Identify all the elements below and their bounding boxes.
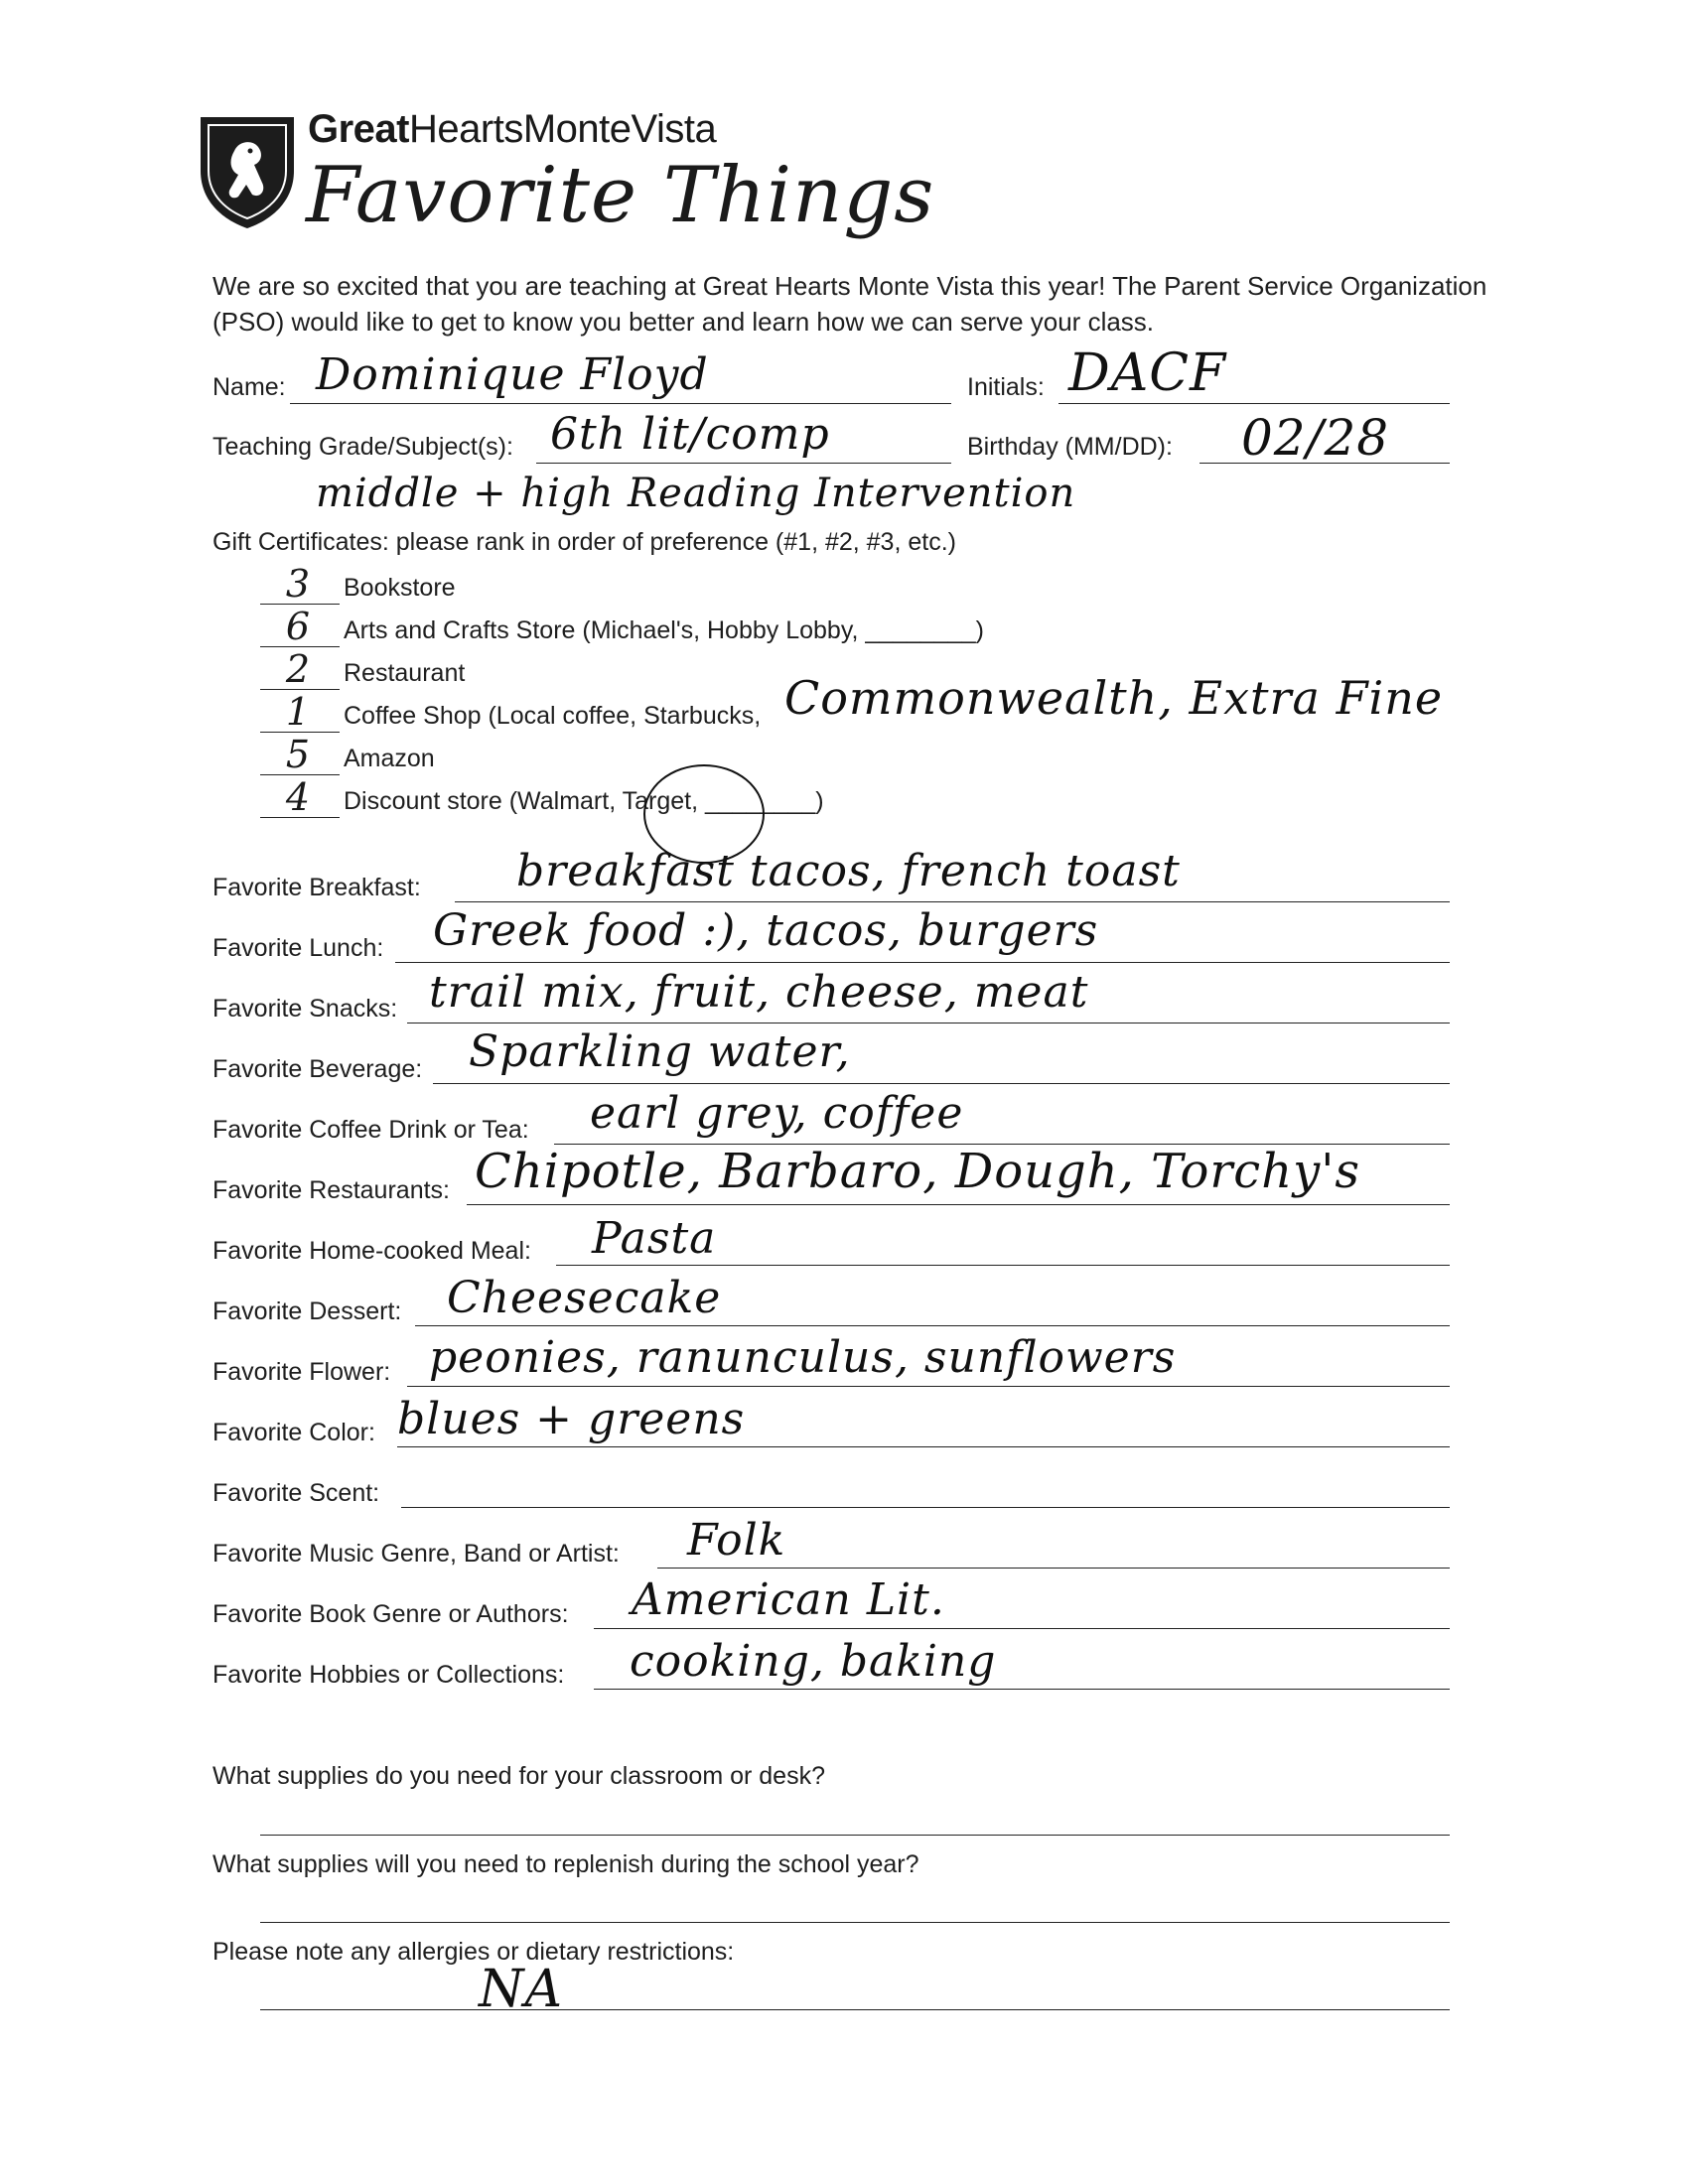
grade-value[interactable]: 6th lit/comp	[550, 409, 830, 460]
gift-certificates-label: Gift Certificates: please rank in order of preference (#1, #2, #3, etc.)	[212, 528, 956, 556]
brand-name: GreatHeartsMonteVista	[308, 107, 717, 151]
question-answer[interactable]: NA	[479, 1960, 564, 2019]
name-value[interactable]: Dominique Floyd	[316, 349, 709, 400]
gift-option-label: Restaurant	[344, 659, 466, 687]
favorite-value[interactable]: cooking, baking	[630, 1636, 997, 1687]
rank-value[interactable]: 5	[285, 733, 311, 776]
favorite-label: Favorite Music Genre, Band or Artist:	[212, 1540, 620, 1568]
favorite-label: Favorite Lunch:	[212, 934, 384, 962]
gift-option-label: Amazon	[344, 745, 435, 772]
rank-value[interactable]: 2	[285, 647, 311, 691]
answer-line	[415, 1325, 1450, 1326]
favorite-value[interactable]: earl grey, coffee	[590, 1088, 964, 1139]
gift-option-label: Arts and Crafts Store (Michael's, Hobby Lobby, ________)	[344, 616, 984, 644]
rank-value[interactable]: 3	[285, 562, 311, 606]
initials-line	[1058, 403, 1450, 404]
question-label: What supplies will you need to replenish during the school year?	[212, 1850, 919, 1878]
favorite-label: Favorite Dessert:	[212, 1297, 402, 1325]
answer-line	[594, 1689, 1450, 1690]
name-label: Name:	[212, 373, 286, 401]
question-label: Please note any allergies or dietary restrictions:	[212, 1938, 735, 1966]
answer-line	[455, 901, 1450, 902]
answer-line	[467, 1204, 1450, 1205]
answer-line	[397, 1446, 1450, 1447]
favorite-value[interactable]: Folk	[687, 1515, 786, 1566]
favorite-value[interactable]: Chipotle, Barbaro, Dough, Torchy's	[475, 1144, 1361, 1199]
answer-line	[433, 1083, 1450, 1084]
favorite-label: Favorite Color:	[212, 1419, 375, 1446]
favorite-value[interactable]: blues + greens	[397, 1394, 746, 1444]
coffee-shop-extra[interactable]: Commonwealth, Extra Fine	[784, 671, 1444, 725]
birthday-value[interactable]: 02/28	[1241, 409, 1390, 467]
favorite-label: Favorite Home-cooked Meal:	[212, 1237, 531, 1265]
intro-text: We are so excited that you are teaching at Great Hearts Monte Vista this year! The Parent Service Organization (PSO) would like to get to know you better and learn how we can serve your class.	[212, 271, 1487, 337]
grade-label: Teaching Grade/Subject(s):	[212, 433, 513, 461]
name-line	[290, 403, 951, 404]
favorite-value[interactable]: trail mix, fruit, cheese, meat	[429, 967, 1089, 1018]
answer-line	[260, 1922, 1450, 1923]
birthday-label: Birthday (MM/DD):	[967, 433, 1173, 461]
favorite-value[interactable]: peonies, ranunculus, sunflowers	[429, 1332, 1177, 1383]
favorite-label: Favorite Hobbies or Collections:	[212, 1661, 565, 1689]
rank-value[interactable]: 4	[285, 775, 311, 819]
gift-option-label: Discount store (Walmart, Target, ________)	[344, 787, 824, 815]
favorite-value[interactable]: American Lit.	[632, 1574, 945, 1625]
answer-line	[401, 1507, 1450, 1508]
favorite-label: Favorite Scent:	[212, 1479, 380, 1507]
favorite-label: Favorite Flower:	[212, 1358, 391, 1386]
favorite-value[interactable]: Greek food :), tacos, burgers	[433, 905, 1099, 956]
answer-line	[594, 1628, 1450, 1629]
grade-value-continued[interactable]: middle + high Reading Intervention	[316, 471, 1076, 516]
answer-line	[407, 1023, 1450, 1024]
favorite-value[interactable]: breakfast tacos, french toast	[516, 846, 1181, 896]
lion-crest-logo	[195, 111, 300, 232]
grade-line	[536, 463, 951, 464]
answer-line	[556, 1265, 1450, 1266]
answer-line	[260, 2009, 1450, 2010]
favorite-label: Favorite Restaurants:	[212, 1176, 450, 1204]
initials-value[interactable]: DACF	[1068, 343, 1227, 403]
question-label: What supplies do you need for your classroom or desk?	[212, 1762, 825, 1790]
answer-line	[407, 1386, 1450, 1387]
favorite-value[interactable]: Cheesecake	[447, 1273, 722, 1323]
favorite-value[interactable]: Pasta	[592, 1213, 717, 1264]
rank-value[interactable]: 6	[285, 605, 311, 648]
favorite-label: Favorite Coffee Drink or Tea:	[212, 1116, 529, 1144]
rank-value[interactable]: 1	[285, 690, 311, 734]
answer-line	[657, 1568, 1450, 1569]
favorite-label: Favorite Breakfast:	[212, 874, 421, 901]
favorite-label: Favorite Book Genre or Authors:	[212, 1600, 569, 1628]
page-title: Favorite Things	[306, 151, 935, 240]
initials-label: Initials:	[967, 373, 1045, 401]
answer-line	[395, 962, 1450, 963]
favorite-value[interactable]: Sparkling water,	[469, 1026, 851, 1077]
gift-option-label: Bookstore	[344, 574, 456, 602]
favorite-label: Favorite Snacks:	[212, 995, 398, 1023]
favorite-label: Favorite Beverage:	[212, 1055, 423, 1083]
gift-option-label: Coffee Shop (Local coffee, Starbucks,	[344, 702, 762, 730]
answer-line	[260, 1835, 1450, 1836]
